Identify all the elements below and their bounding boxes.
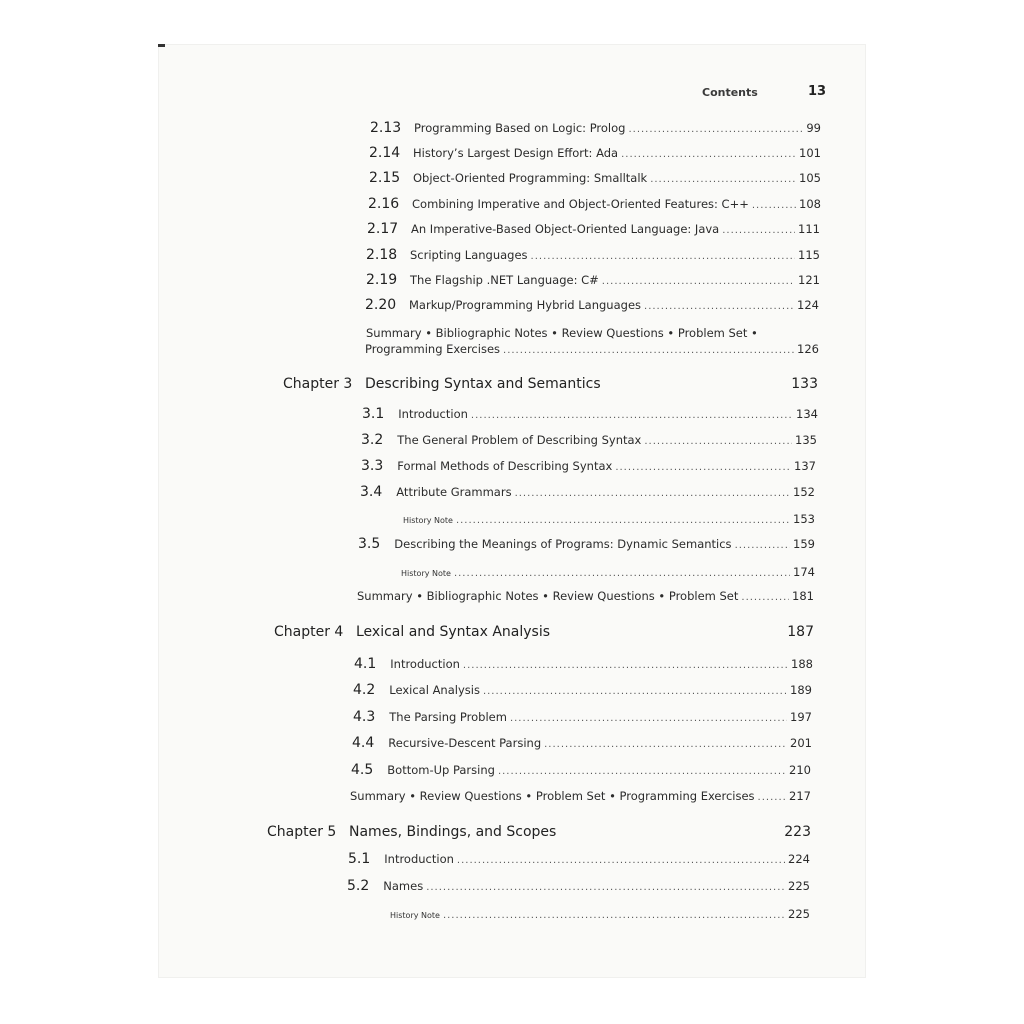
section-page: 108 [799,197,821,211]
section-title: Names [383,879,424,893]
section-title: Attribute Grammars [396,485,512,499]
leader-dots [515,488,790,499]
chapter-page: 223 [784,824,811,840]
section-title: An Imperative-Based Object-Oriented Language: Java [411,222,720,236]
leader-dots [644,301,794,312]
history-note-title: History Note [401,569,451,578]
leader-dots [758,792,787,803]
section-number: 2.20 [365,297,397,313]
leader-dots [644,436,792,447]
section-title: Introduction [384,852,454,866]
section-title: Introduction [390,657,460,671]
page-edge-mark [158,44,165,47]
leader-dots [503,345,794,356]
section-title: The General Problem of Describing Syntax [397,433,642,447]
toc-entry [368,196,821,212]
leader-dots [735,540,790,551]
leader-dots [510,713,787,724]
section-page: 115 [798,248,820,262]
toc-entry [354,656,813,672]
section-page: 174 [793,565,815,579]
section-page: 99 [806,121,821,135]
section-number: 4.2 [353,682,376,698]
section-title: Lexical Analysis [389,683,480,697]
section-page: 217 [789,789,811,803]
chapter-title: Names, Bindings, and Scopes [349,824,557,840]
toc-entry [347,878,810,894]
toc-entry-history-note [390,907,810,921]
section-page: 201 [790,736,812,750]
section-title: The Parsing Problem [389,710,507,724]
toc-entry [353,682,812,698]
section-page: 189 [790,683,812,697]
toc-entry [361,458,816,474]
toc-entry [352,735,812,751]
section-title: Summary • Bibliographic Notes • Review Questions • Problem Set [357,589,739,603]
section-page: 210 [789,763,811,777]
leader-dots [722,225,795,236]
leader-dots [471,410,793,421]
toc-entry [369,145,821,161]
chapter-summary-line1: Summary • Bibliographic Notes • Review Questions • Problem Set • [366,326,758,340]
leader-dots [621,149,796,160]
toc-entry [357,589,814,603]
toc-entry [366,247,820,263]
section-page: 111 [798,222,820,236]
section-page: 124 [797,298,819,312]
toc-entry [369,170,821,186]
section-title: Summary • Review Questions • Problem Set • Programming Exercises [350,789,755,803]
section-title: Combining Imperative and Object-Oriented Features: C++ [412,197,749,211]
leader-dots [741,592,789,603]
section-number: 2.14 [369,145,401,161]
leader-dots [650,174,796,185]
leader-dots [544,739,787,750]
section-title: Programming Based on Logic: Prolog [414,121,626,135]
section-number: 3.5 [358,536,381,552]
section-number: 2.13 [370,120,402,136]
leader-dots [457,855,785,866]
chapter-label: Chapter 5 [267,824,337,840]
section-page: 137 [794,459,816,473]
toc-entry [351,762,811,778]
leader-dots [483,686,787,697]
toc-entry [361,432,817,448]
running-header-page-number: 13 [808,84,827,99]
section-title: Markup/Programming Hybrid Languages [409,298,642,312]
section-number: 2.18 [366,247,398,263]
section-page: 159 [793,537,815,551]
toc-entry-history-note [401,565,815,579]
toc-entry [367,221,820,237]
section-title: Object-Oriented Programming: Smalltalk [413,171,648,185]
section-title: Describing the Meanings of Programs: Dynamic Semantics [394,537,732,551]
section-page: 105 [799,171,821,185]
leader-dots [615,462,791,473]
leader-dots [628,124,803,135]
section-page: 134 [796,407,818,421]
chapter-title: Describing Syntax and Semantics [365,376,601,392]
section-number: 5.1 [348,851,371,867]
section-page: 225 [788,879,810,893]
section-page: 224 [788,852,810,866]
section-number: 3.1 [362,406,385,422]
toc-entry [353,709,812,725]
section-page: 152 [793,485,815,499]
section-title: Recursive-Descent Parsing [388,736,542,750]
toc-entry-history-note [403,512,815,526]
toc-entry [365,297,819,313]
chapter-heading [267,824,811,840]
toc-entry [365,342,819,356]
history-note-title: History Note [390,911,440,920]
chapter-title: Lexical and Syntax Analysis [356,624,551,640]
section-page: 225 [788,907,810,921]
section-title: The Flagship .NET Language: C# [410,273,599,287]
toc-entry [350,789,811,803]
toc-entry [370,120,821,136]
section-page: 181 [792,589,814,603]
leader-dots [426,882,785,893]
toc-entry [358,536,815,552]
chapter-page: 133 [791,376,818,392]
section-number: 5.2 [347,878,370,894]
section-title: Formal Methods of Describing Syntax [397,459,613,473]
section-title: History’s Largest Design Effort: Ada [413,146,619,160]
leader-dots [602,276,795,287]
leader-dots [752,200,796,211]
chapter-page: 187 [787,624,814,640]
section-page: 126 [797,342,819,356]
section-number: 4.5 [351,762,374,778]
section-page: 101 [799,146,821,160]
toc-entry [362,406,818,422]
section-number: 4.4 [352,735,375,751]
leader-dots [498,766,786,777]
section-title: Introduction [398,407,468,421]
leader-dots [463,660,788,671]
section-page: 135 [795,433,817,447]
toc-entry [366,272,820,288]
chapter-label: Chapter 4 [274,624,344,640]
leader-dots [454,568,790,579]
section-number: 2.15 [369,170,401,186]
section-page: 153 [793,512,815,526]
section-title: Scripting Languages [410,248,528,262]
section-page: 188 [791,657,813,671]
chapter-label: Chapter 3 [283,376,353,392]
section-number: 3.2 [361,432,384,448]
section-title: Bottom-Up Parsing [387,763,495,777]
section-number: 2.17 [367,221,399,237]
section-number: 4.1 [354,656,377,672]
history-note-title: History Note [403,516,453,525]
leader-dots [456,515,790,526]
chapter-heading [283,376,818,392]
toc-entry [360,484,815,500]
leader-dots [443,910,785,921]
section-page: 197 [790,710,812,724]
running-header-title: Contents [702,86,758,99]
section-page: 121 [798,273,820,287]
chapter-heading [274,624,814,640]
section-number: 4.3 [353,709,376,725]
section-number: 3.4 [360,484,383,500]
section-number: 2.19 [366,272,398,288]
toc-entry [348,851,810,867]
section-number: 2.16 [368,196,400,212]
section-title: Programming Exercises [365,342,501,356]
section-number: 3.3 [361,458,384,474]
leader-dots [531,251,796,262]
